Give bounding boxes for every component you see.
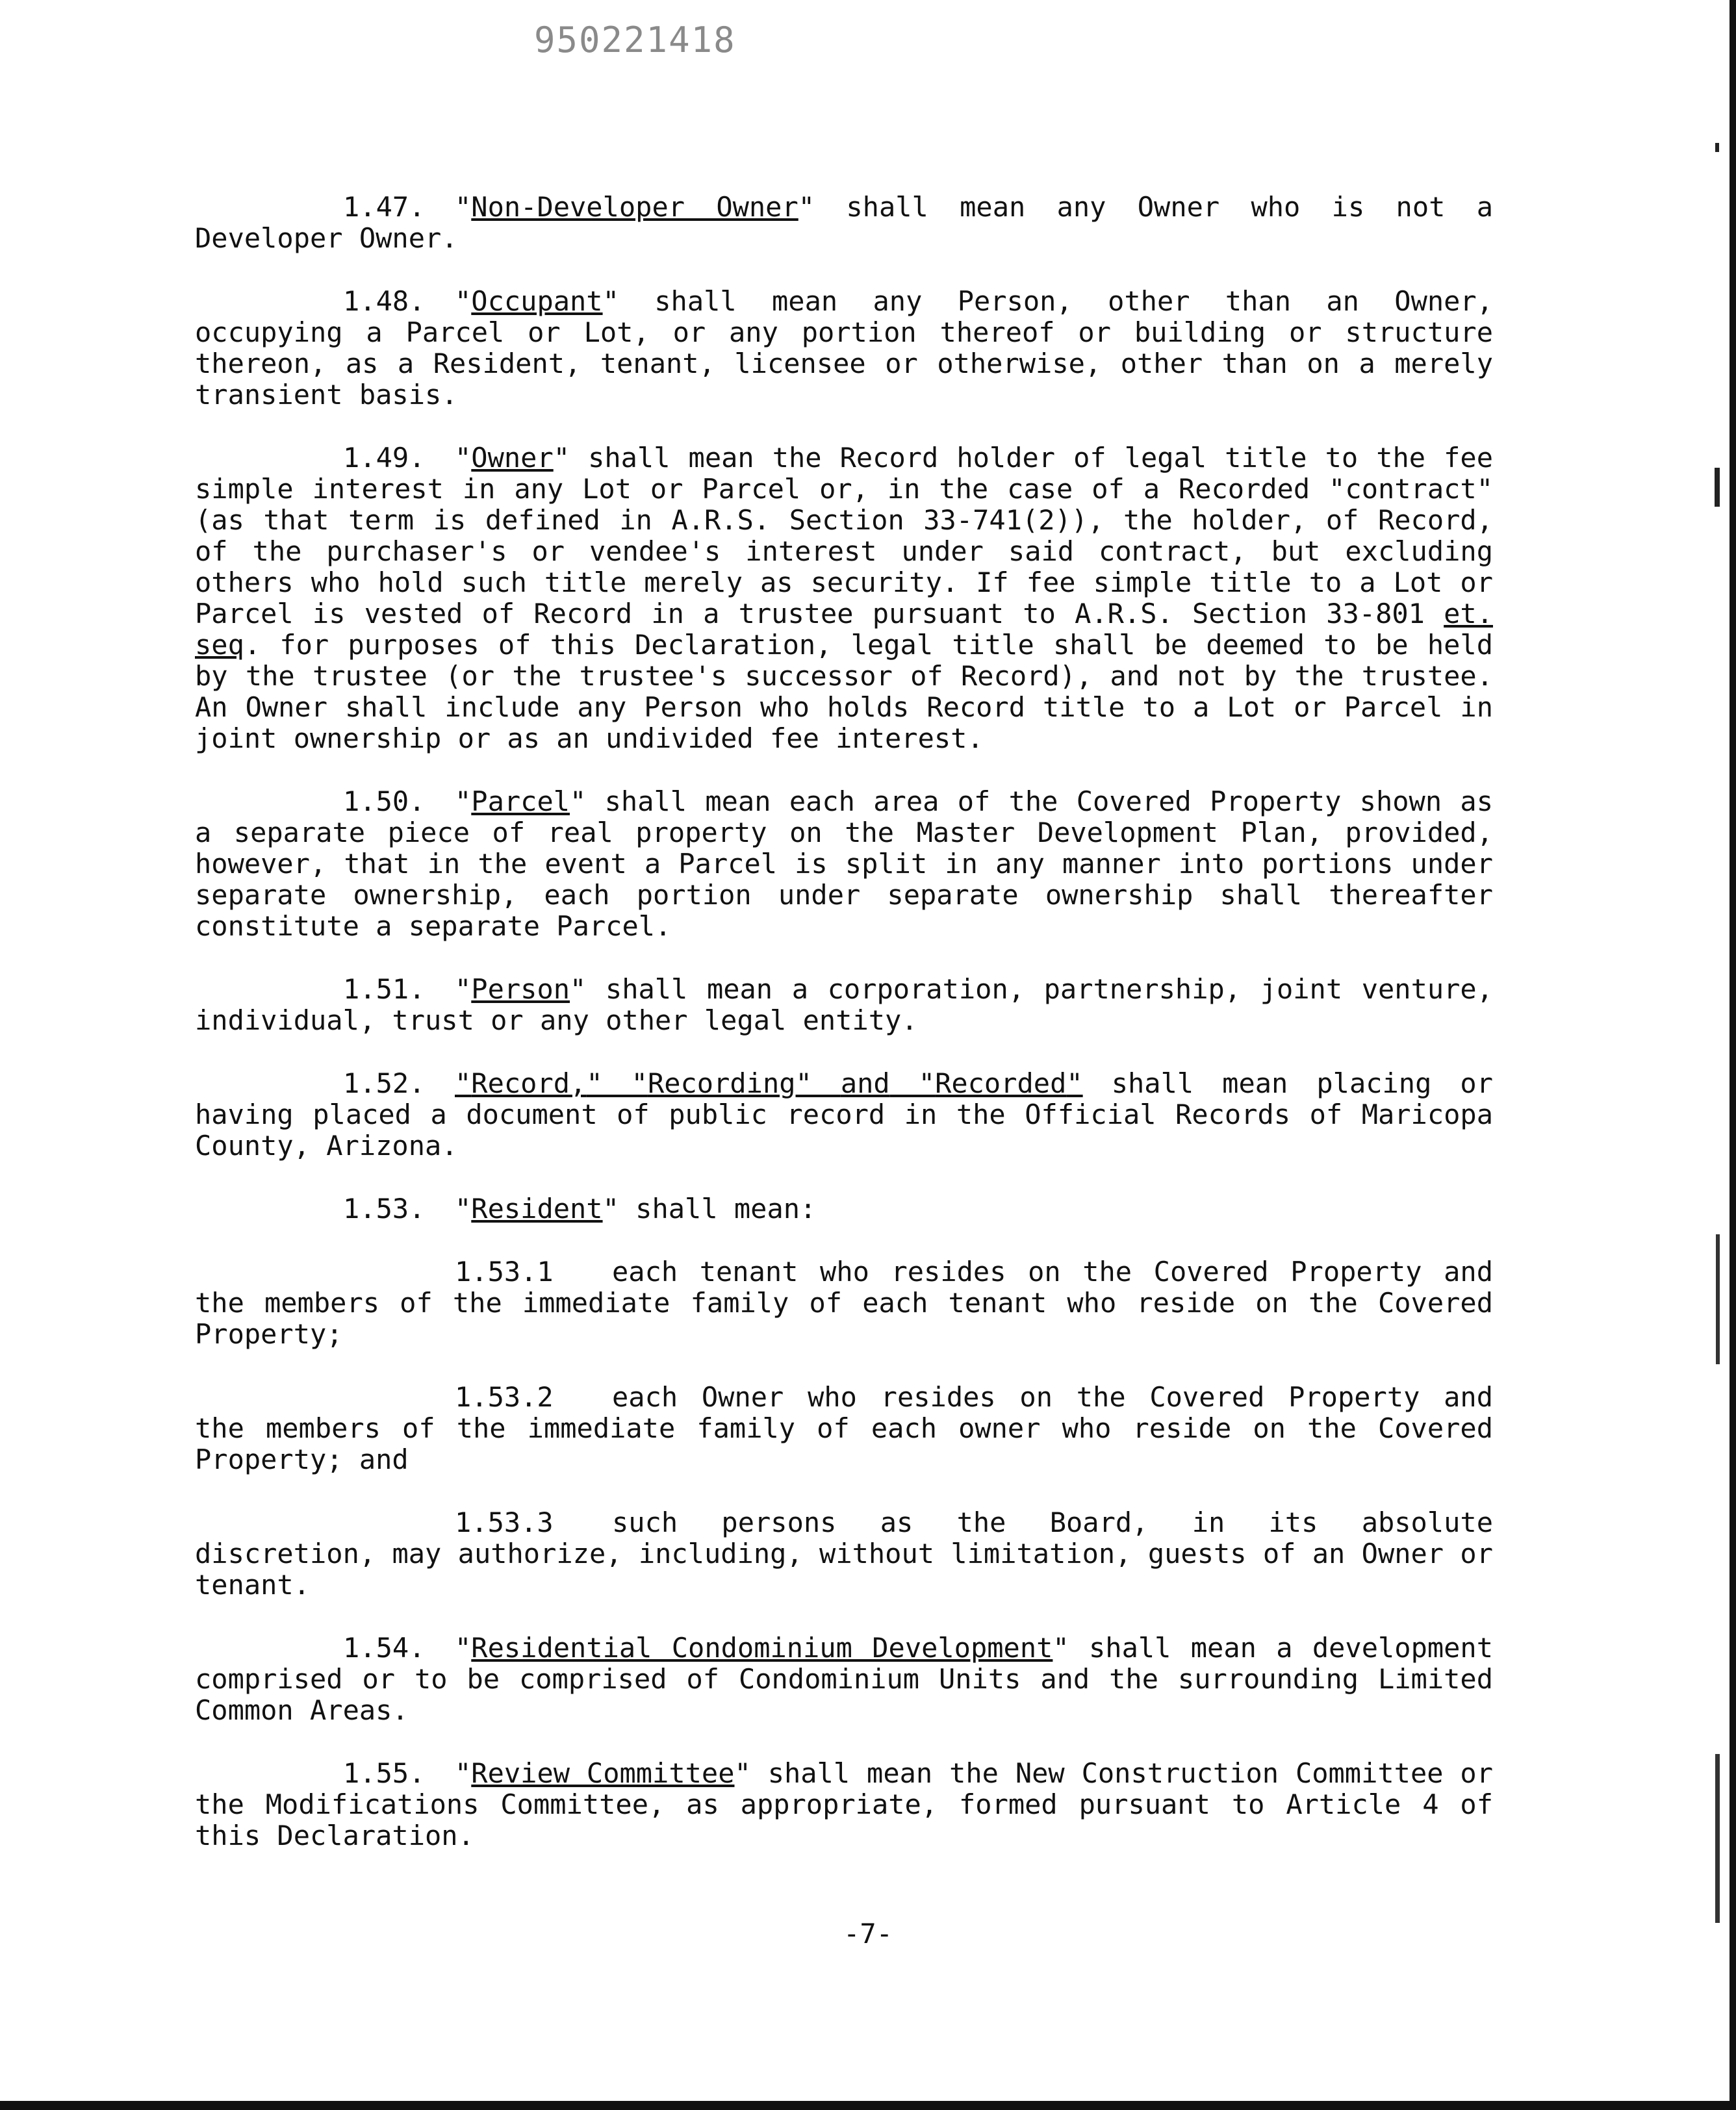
- conjunction: and: [840, 1067, 890, 1099]
- definition-text: shall mean:: [619, 1193, 817, 1225]
- subsection-text: each Owner who resides on the Covered Property and the members of the immediate family of each owner who reside on the Covered Property; and: [195, 1381, 1493, 1475]
- subsection-number: 1.53.2: [455, 1381, 554, 1413]
- definition-number: 1.51.: [343, 973, 426, 1005]
- defined-term: Owner: [471, 442, 554, 474]
- definition-1-53: 1.53. "Resident" shall mean:: [343, 1193, 817, 1225]
- defined-term: Person: [471, 973, 570, 1005]
- definition-text-continued: . for purposes of this Declaration, legal title shall be deemed to be held by the trustee (or the trustee's successor of Record), and not by the trustee. An Owner shall include any Person who holds Record title to a Lot or Parcel in joint ownership or as an undivided fee interest.: [195, 629, 1493, 754]
- definition-number: 1.50.: [343, 785, 426, 817]
- definition-1-49: 1.49. "Owner" shall mean the Record holder of legal title to the fee simple interest in any Lot or Parcel or, in the case of a Recorded "contract" (as that term is defined in A.R.S. Section 33-741(2)), the holder, of Record, of the purchaser's or vendee's interest under said contract, but excluding others who hold such title merely as security. If fee simple title to a Lot or Parcel is vested of Record in a trustee pursuant to A.R.S. Section 33-801 et. seq. for purposes of this Declaration, legal title shall be deemed to be held by the trustee (or the trustee's successor of Record), and not by the trustee. An Owner shall include any Person who holds Record title to a Lot or Parcel in joint ownership or as an undivided fee interest.: [195, 442, 1493, 754]
- defined-term: Record,: [471, 1067, 587, 1099]
- definition-1-52: [195, 1068, 1493, 1162]
- definition-number: 1.48.: [343, 285, 426, 317]
- page-number: -7-: [843, 1918, 893, 1950]
- definition-text: shall mean the Record holder of legal title to the fee simple interest in any Lot or Parcel or, in the case of a Recorded "contract" (as that term is defined in A.R.S. Section 33-741(2)), the holder, of Record, of the purchaser's or vendee's interest under said contract, but excluding others who hold such title merely as security. If fee simple title to a Lot or Parcel is vested of Record in a trustee pursuant to A.R.S. Section 33-801: [195, 442, 1493, 629]
- subsection-text: such persons as the Board, in its absolute discretion, may authorize, including, without limitation, guests of an Owner or tenant.: [195, 1506, 1493, 1601]
- definition-text: shall mean each area of the Covered Property shown as a separate piece of real property on the Master Development Plan, provided, however, that in the event a Parcel is split in any manner into portions under separate ownership, each portion under separate ownership shall thereafter constitute a separate Parcel.: [195, 785, 1493, 942]
- defined-term: Parcel: [471, 785, 570, 817]
- subsection-text: each tenant who resides on the Covered Property and the members of the immediate family of each tenant who reside on the Covered Property;: [195, 1256, 1493, 1350]
- definition-1-48: 1.48. "Occupant" shall mean any Person, other than an Owner, occupying a Parcel or Lot, or any portion thereof or building or structure thereon, as a Resident, tenant, licensee or otherwise, other than on a merely transient basis.: [195, 285, 1493, 411]
- subsection-number: 1.53.3: [455, 1506, 554, 1538]
- definition-1-47: 1.47. "Non-Developer Owner" shall mean any Owner who is not a Developer Owner.: [195, 191, 1493, 254]
- defined-term: Recording: [647, 1067, 796, 1099]
- definition-1-53-1: [195, 1256, 1493, 1350]
- definition-1-54: 1.54. "Residential Condominium Development" shall mean a development comprised or to be comprised of Condominium Units and the surrounding Limited Common Areas.: [195, 1632, 1493, 1726]
- definition-number: 1.49.: [343, 442, 426, 474]
- definition-text: shall mean a corporation, partnership, joint venture, individual, trust or any other legal entity.: [195, 973, 1493, 1036]
- subsection-number: 1.53.1: [455, 1256, 554, 1288]
- definition-text: shall mean placing or having placed a document of public record in the Official Records of Maricopa County, Arizona.: [195, 1067, 1494, 1162]
- defined-term: Review Committee: [471, 1757, 735, 1789]
- defined-term: Residential Condominium Development: [471, 1632, 1053, 1664]
- definition-1-53-3: [195, 1507, 1493, 1601]
- defined-term-group: "Record," "Recording" and "Recorded": [455, 1067, 1083, 1099]
- definition-number: 1.54.: [343, 1632, 426, 1664]
- defined-term: Non-Developer Owner: [471, 191, 798, 223]
- latin-citation: et. seq: [195, 598, 1493, 661]
- document-stamp-number: 950221418: [534, 19, 736, 60]
- definition-1-53-2: [195, 1382, 1493, 1475]
- definitions-body: [195, 192, 1493, 1883]
- defined-term: Recorded: [935, 1067, 1067, 1099]
- scan-edge-artifacts: [1713, 130, 1722, 2014]
- definition-text: shall mean any Person, other than an Owner, occupying a Parcel or Lot, or any portion thereof or building or structure thereon, as a Resident, tenant, licensee or otherwise, other than on a merely transient basis.: [195, 285, 1493, 411]
- definition-text: shall mean a development comprised or to be comprised of Condominium Units and the surrounding Limited Common Areas.: [195, 1632, 1493, 1726]
- definition-text: shall mean the New Construction Committee or the Modifications Committee, as appropriate, formed pursuant to Article 4 of this Declaration.: [195, 1757, 1493, 1851]
- definition-text: shall mean any Owner who is not a Developer Owner.: [195, 191, 1493, 254]
- definition-1-55: 1.55. "Review Committee" shall mean the New Construction Committee or the Modifications Committee, as appropriate, formed pursuant to Article 4 of this Declaration.: [195, 1757, 1493, 1851]
- defined-term: Resident: [471, 1193, 603, 1225]
- definition-number: 1.55.: [343, 1757, 426, 1789]
- definition-1-50: 1.50. "Parcel" shall mean each area of the Covered Property shown as a separate piece of real property on the Master Development Plan, provided, however, that in the event a Parcel is split in any manner into portions under separate ownership, each portion under separate ownership shall thereafter constitute a separate Parcel.: [195, 785, 1493, 942]
- definition-number: 1.53.: [343, 1193, 426, 1225]
- defined-term: Occupant: [471, 285, 603, 317]
- definition-number: 1.52.: [343, 1067, 426, 1099]
- definition-1-51: 1.51. "Person" shall mean a corporation, partnership, joint venture, individual, trust or any other legal entity.: [195, 973, 1493, 1036]
- definition-number: 1.47.: [343, 191, 426, 223]
